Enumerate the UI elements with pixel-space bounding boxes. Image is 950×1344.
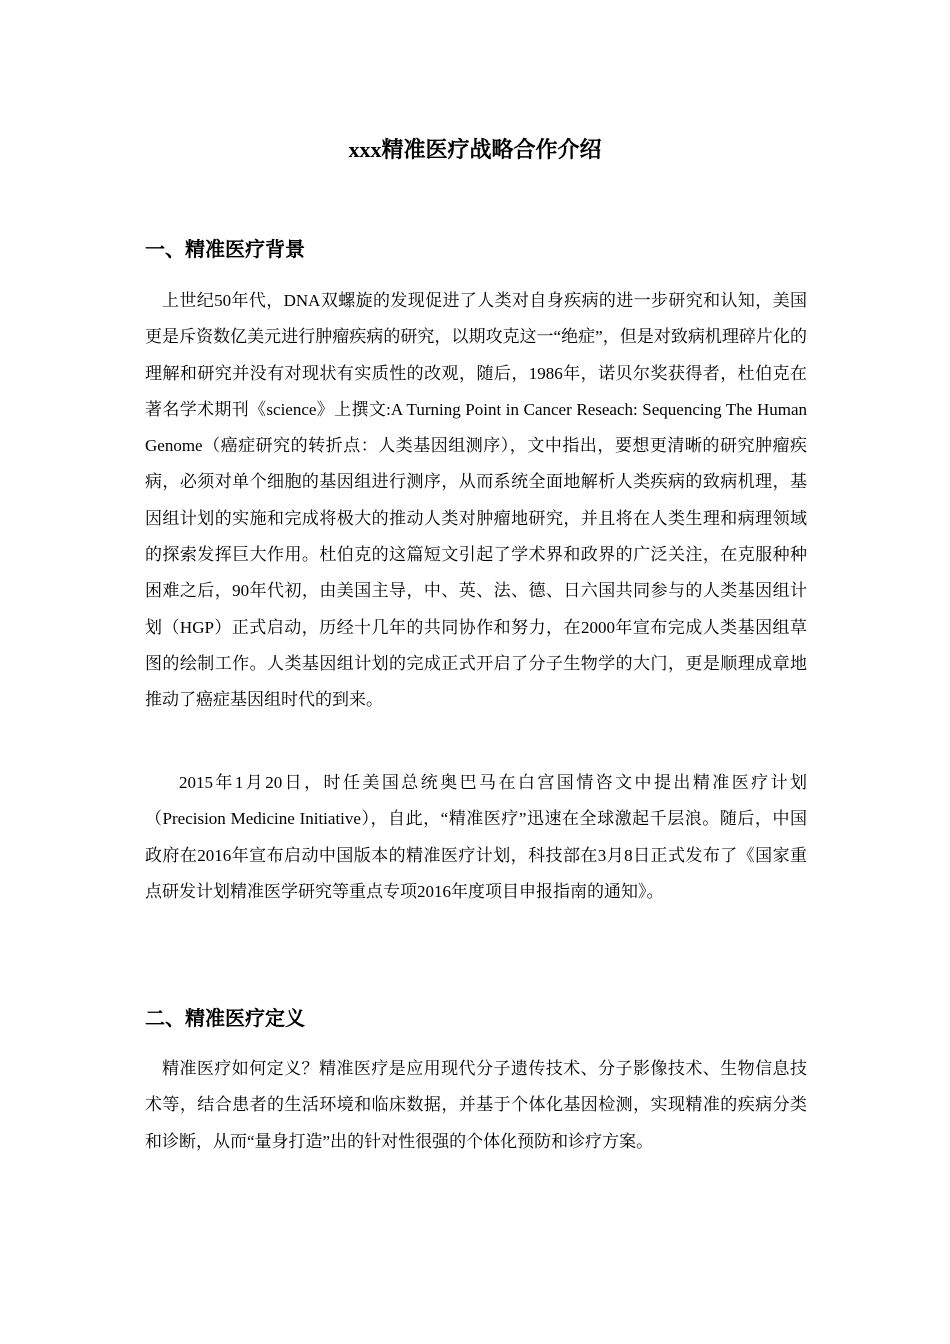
section-heading-definition: 二、精准医疗定义: [145, 1008, 305, 1030]
paragraph-background-history: 上世纪50年代，DNA双螺旋的发现促进了人类对自身疾病的进一步研究和认知，美国更是斥资数亿美元进行肿瘤疾病的研究，以期攻克这一“绝症”，但是对致病机理碎片化的理解和研究并没有对现状有实质性的改观，随后，1986年，诺贝尔奖获得者，杜伯克在著名学术期刊《science》上撰文:A Turning Point in Cancer Reseach: Sequencing The Human Genome（癌症研究的转折点：人类基因组测序），文中指出，要想更清晰的研究肿瘤疾病，必须对单个细胞的基因组进行测序，从而系统全面地解析人类疾病的致病机理，基因组计划的实施和完成将极大的推动人类对肿瘤地研究，并且将在人类生理和病理领域的探索发挥巨大作用。杜伯克的这篇短文引起了学术界和政界的广泛关注，在克服种种困难之后，90年代初，由美国主导，中、英、法、德、日六国共同参与的人类基因组计划（HGP）正式启动，历经十几年的共同协作和努力，在2000年宣布完成人类基因组草图的绘制工作。人类基因组计划的完成正式开启了分子生物学的大门，更是顺理成章地推动了癌症基因组时代的到来。: [145, 291, 807, 710]
section-heading-background: 一、精准医疗背景: [145, 239, 305, 261]
paragraph-precision-medicine-initiative: 2015年1月20日，时任美国总统奥巴马在白宫国情咨文中提出精准医疗计划（Precision Medicine Initiative），自此，“精准医疗”迅速在全球激起千层浪。随后，中国政府在2016年宣布启动中国版本的精准医疗计划，科技部在3月8日正式发布了《国家重点研发计划精准医学研究等重点专项2016年度项目申报指南的通知》。: [145, 773, 807, 901]
paragraph-definition: 精准医疗如何定义？精准医疗是应用现代分子遗传技术、分子影像技术、生物信息技术等，结合患者的生活环境和临床数据，并基于个体化基因检测，实现精准的疾病分类和诊断，从而“量身打造”出的针对性很强的个体化预防和诊疗方案。: [145, 1059, 807, 1151]
document-title: xxx精准医疗战略合作介绍: [348, 137, 602, 162]
